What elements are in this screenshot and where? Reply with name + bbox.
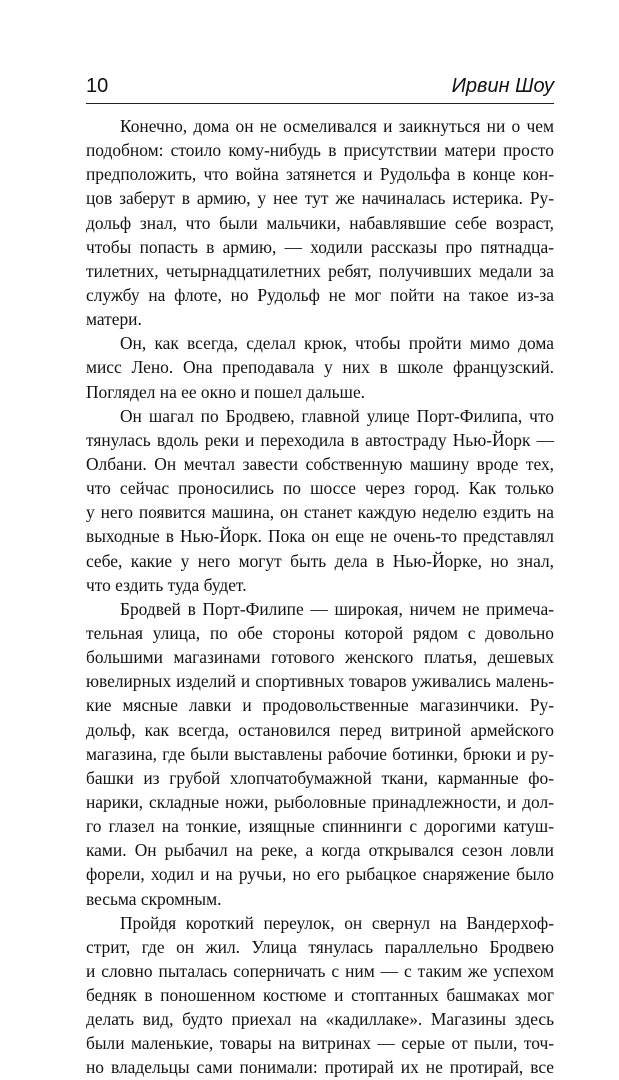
text-line: матери.: [86, 309, 142, 330]
text-line: стрит, где он жил. Улица тянулась параллельно Бродвею: [86, 936, 554, 957]
text-line: цов заберут в армию, у нее тут же начиналась истерика. Ру-: [86, 188, 554, 209]
text-line: магазина, где были выставлены рабочие ботинки, брюки и ру-: [86, 743, 554, 764]
text-line: и словно пыталась соперничать с ним — с таким же успехом: [86, 960, 554, 981]
paragraph: [86, 404, 554, 597]
text-line: у него появится машина, он станет каждую неделю ездить на: [86, 502, 554, 523]
page-header: [86, 74, 554, 102]
text-line: что ездить туда будет.: [86, 574, 247, 595]
text-line: ювелирных изделий и спортивных товаров уживались малень-: [86, 671, 554, 692]
text-line: Олбани. Он мечтал завести собственную машину вроде тех,: [86, 453, 554, 474]
text-line: бедняк в поношенном костюме и стоптанных башмаках мог: [86, 985, 554, 1006]
text-line: себе, какие у него могут быть дела в Нью-Йорке, но знал,: [86, 550, 554, 571]
text-line: Он шагал по Бродвею, главной улице Порт-Филипа, что: [120, 405, 554, 426]
body-text: [86, 114, 554, 1080]
text-line: нарики, складные ножи, рыболовные принадлежности, и дол-: [86, 791, 554, 812]
text-line: чтобы попасть в армию, — ходили рассказы про пятнадца-: [86, 236, 554, 257]
text-line: были маленькие, товары на витринах — серые от пыли, точ-: [86, 1033, 554, 1054]
text-line: тилетних, четырнадцатилетних ребят, получивших медали за: [86, 260, 554, 281]
text-line: форели, ходил и на ручьи, но его рыбацкое снаряжение было: [86, 864, 554, 885]
text-line: Он, как всегда, сделал крюк, чтобы пройти мимо дома: [120, 333, 554, 354]
text-line: предположить, что война затянется и Рудольфа в конце кон-: [86, 164, 554, 185]
text-line: Пройдя короткий переулок, он свернул на Вандерхоф-: [120, 912, 554, 933]
text-line: что сейчас проносились по шоссе через город. Как только: [86, 478, 554, 499]
text-line: кие мясные лавки и продовольственные магазинчики. Ру-: [86, 695, 554, 716]
text-line: Конечно, дома он не осмеливался и заикнуться ни о чем: [120, 116, 554, 136]
page-number: 10: [86, 75, 109, 97]
text-line: мисс Лено. Она преподавала у них в школе французский.: [86, 357, 554, 378]
running-head-author: Ирвин Шоу: [451, 75, 554, 97]
text-line: ками. Он рыбачил на реке, а когда открывался сезон ловли: [86, 840, 554, 861]
text-line: тельная улица, по обе стороны которой рядом с довольно: [86, 622, 554, 643]
text-line: дольф знал, что были мальчики, набавлявшие себе возраст,: [86, 212, 554, 233]
text-line: весьма скромным.: [86, 888, 222, 909]
paragraph: [86, 114, 554, 331]
text-line: го глазел на тонкие, изящные спиннинги с дорогими катуш-: [86, 816, 554, 837]
text-line: но владельцы сами понимали: протирай их не протирай, все: [86, 1057, 554, 1078]
text-line: службу на флоте, но Рудольф не мог пойти на такое из-за: [86, 284, 554, 305]
paragraph: [86, 911, 554, 1080]
text-line: подобном: стоило кому-нибудь в присутствии матери просто: [86, 140, 554, 161]
text-line: делать вид, будто приехал на «кадиллаке». Магазины здесь: [86, 1009, 554, 1030]
text-line: дольф, как всегда, остановился перед витриной армейского: [86, 719, 554, 740]
text-line: башки из грубой хлопчатобумажной ткани, карманные фо-: [86, 767, 554, 788]
text-line: большими магазинами готового женского платья, дешевых: [86, 647, 554, 668]
text-line: Поглядел на ее окно и пошел дальше.: [86, 381, 366, 402]
paragraph: [86, 331, 554, 403]
header-rule: [86, 103, 554, 104]
text-line: тянулась вдоль реки и переходила в автостраду Нью-Йорк —: [86, 429, 554, 450]
text-line: Бродвей в Порт-Филипе — широкая, ничем не примеча-: [120, 598, 554, 619]
paragraph: [86, 597, 554, 911]
text-line: выходные в Нью-Йорк. Пока он еще не очень-то представлял: [86, 526, 554, 547]
